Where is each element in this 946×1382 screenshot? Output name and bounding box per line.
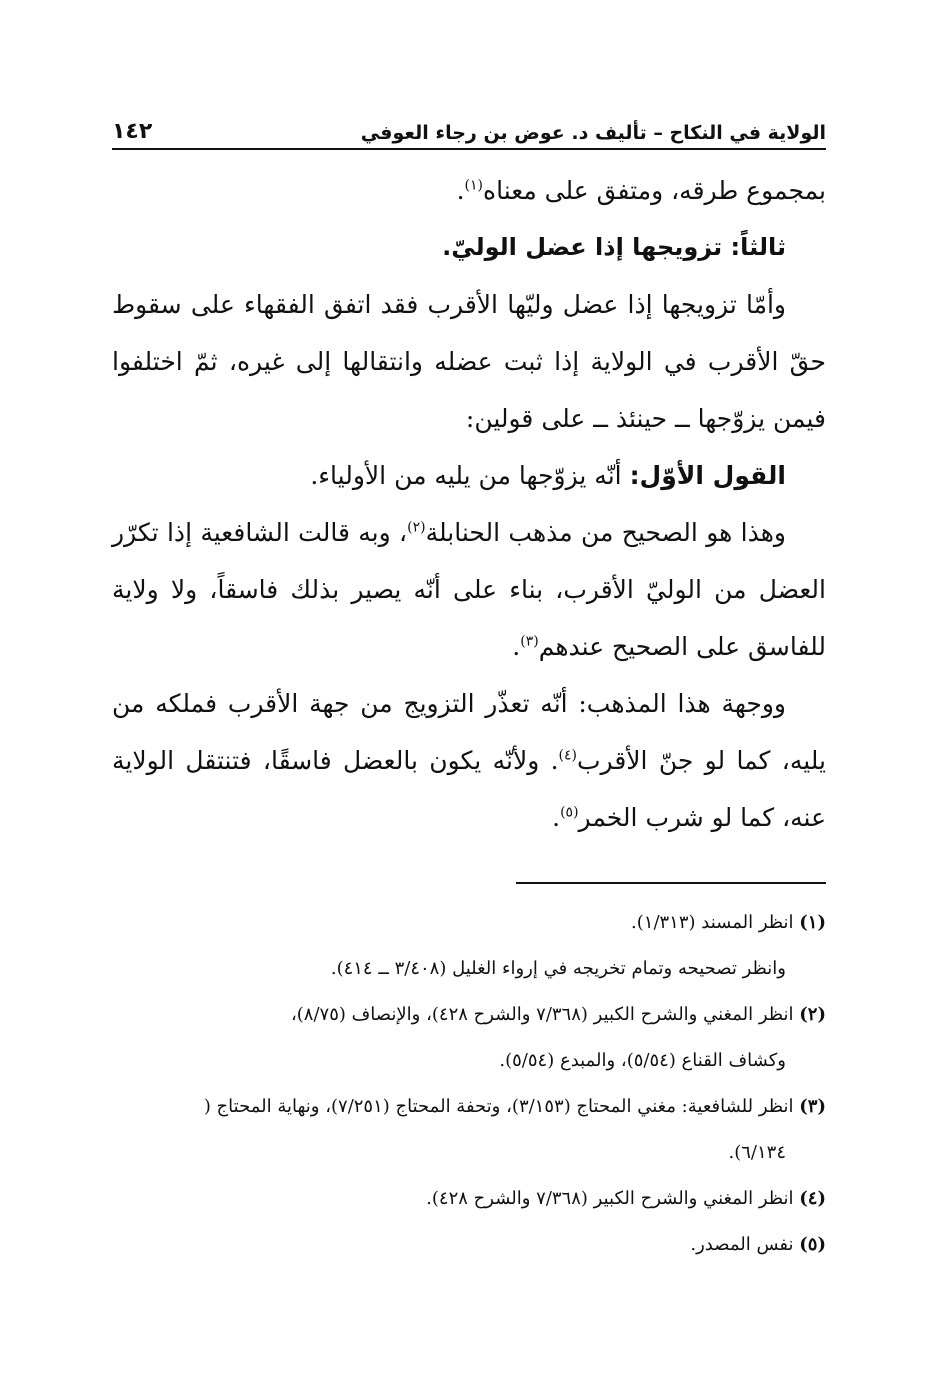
footnote-2 — [112, 992, 826, 1038]
paragraph-3-part-a: وهذا هو الصحيح من مذهب الحنابلة — [425, 518, 786, 547]
paragraph-1-end: . — [456, 176, 465, 205]
footnote-4 — [112, 1176, 826, 1222]
footnote-4-number: (٤) — [799, 1188, 826, 1209]
paragraph-3-end: . — [512, 632, 521, 661]
paragraph-4-end: . — [552, 803, 561, 832]
main-text — [112, 162, 826, 846]
footnote-1-continuation: وانظر تصحيحه وتمام تخريجه في إرواء الغليل (٣/٤٠٨ ــ ٤١٤). — [330, 958, 786, 979]
footnote-5 — [112, 1222, 826, 1268]
paragraph-4-part-b: . ولأنّه يكون بالعضل فاسقًا، فتنتقل الولاية عنه، كما لو شرب الخمر — [112, 746, 826, 832]
paragraph-4-part-a: ووجهة هذا المذهب: أنّه تعذّر التزويج من جهة الأقرب فملكه من يليه، كما لو جنّ الأقرب — [112, 689, 826, 775]
footnote-ref-2: (٢) — [407, 519, 426, 536]
footnote-1-text: انظر المسند (١/٣١٣). — [631, 912, 800, 933]
header-title: الولاية في النكاح – تأليف د. عوض بن رجاء العوفي — [360, 122, 826, 144]
footnote-ref-1: (١) — [464, 177, 484, 194]
footnote-ref-5: (٥) — [560, 804, 579, 821]
running-header — [112, 104, 826, 150]
footnote-5-number: (٥) — [799, 1234, 826, 1255]
paragraph-3-part-b: ، وبه قالت الشافعية إذا تكرّر العضل من الوليّ الأقرب، بناء على أنّه يصير بذلك فاسقاً، ولا ولاية للفاسق على الصحيح عندهم — [112, 518, 826, 661]
page-number: ١٤٢ — [112, 119, 153, 144]
paragraph-1 — [112, 162, 826, 219]
footnote-3-continuation: ٦/١٣٤). — [728, 1142, 786, 1163]
footnote-4-text: انظر المغني والشرح الكبير (٧/٣٦٨ والشرح ٤٢٨). — [426, 1188, 800, 1209]
paragraph-4 — [112, 675, 826, 846]
footnote-3 — [112, 1084, 826, 1130]
footnote-2-text: انظر المغني والشرح الكبير (٧/٣٦٨ والشرح ٤٢٨)، والإنصاف (٨/٧٥)، — [290, 1004, 800, 1025]
footnote-2-number: (٢) — [799, 1004, 826, 1025]
footnote-1-number: (١) — [799, 912, 826, 933]
footnote-3-text: انظر للشافعية: مغني المحتاج (٣/١٥٣)، وتحفة المحتاج (٧/٢٥١)، ونهاية المحتاج ( — [203, 1096, 800, 1117]
paragraph-3 — [112, 504, 826, 675]
first-opinion-lead: القول الأوّل: — [629, 461, 786, 490]
footnote-separator — [516, 882, 826, 884]
footnotes — [112, 900, 826, 1268]
section-heading: ثالثاً: تزويجها إذا عضل الوليّ. — [442, 233, 786, 261]
footnote-5-text: نفس المصدر. — [690, 1234, 800, 1255]
paragraph-2: وأمّا تزويجها إذا عضل وليّها الأقرب فقد اتفق الفقهاء على سقوط حقّ الأقرب في الولاية إذا ثبت عضله وانتقالها إلى غيره، ثمّ اختلفوا فيمن يزوّجها ــ حينئذ ــ على قولين: — [112, 290, 826, 433]
first-opinion — [112, 447, 826, 504]
footnote-ref-4: (٤) — [558, 747, 578, 764]
paragraph-1-text: بمجموع طرقه، ومتفق على معناه — [483, 176, 826, 205]
first-opinion-text: أنّه يزوّجها من يليه من الأولياء. — [310, 461, 630, 490]
footnote-ref-3: (٣) — [520, 633, 539, 650]
footnote-1 — [112, 900, 826, 946]
footnote-3-number: (٣) — [799, 1096, 826, 1117]
footnote-2-continuation: وكشاف القناع (٥/٥٤)، والمبدع (٥/٥٤). — [499, 1050, 786, 1071]
